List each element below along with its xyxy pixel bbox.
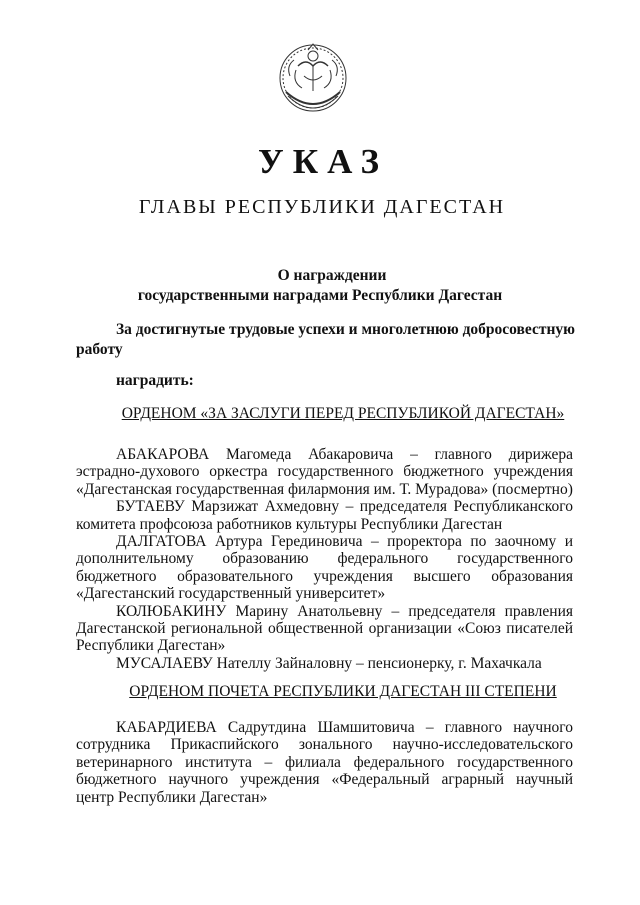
recipients-list (76, 719, 573, 806)
about-line-2: государственными наградами Республики Дагестан (137, 287, 503, 304)
recipient-entry: ДАЛГАТОВА Артура Герединовича – проректора по заочному и дополнительному образованию федерального государственного бюджетного образовательного учреждения высшего образования «Дагестанский государственный университет» (76, 533, 573, 603)
order-title: ОРДЕНОМ ПОЧЕТА РЕСПУБЛИКИ ДАГЕСТАН III СТЕПЕНИ (129, 683, 557, 700)
recipient-entry: МУСАЛАЕВУ Нателлу Зайналовну – пенсионерку, г. Махачкала (116, 654, 542, 672)
recipient-entry: БУТАЕВУ Марзижат Ахмедовну – председателя Республиканского комитета профсоюза работников культуры Республики Дагестан (76, 498, 573, 533)
coat-of-arms-icon (268, 36, 358, 120)
document-title: УКАЗ (258, 142, 388, 181)
recipient-entry: КОЛЮБАКИНУ Марину Анатольевну – председателя правления Дагестанской региональной общественной организации «Союз писателей Республики Дагестан» (76, 602, 573, 655)
recipient-entry: КАБАРДИЕВА Садрутдина Шамшитовича – главного научного сотрудника Прикаспийского зонального научно-исследовательского ветеринарного института – филиала федерального государственного бюджетного научного учреждения «Федеральный аграрный научный центр Республики Дагестан» (76, 719, 573, 806)
preamble-line-2: работу (76, 341, 123, 358)
award-phrase: наградить: (116, 372, 194, 389)
recipient-entry: АБАКАРОВА Магомеда Абакаровича – главного дирижера эстрадно-духового оркестра государственного бюджетного учреждения «Дагестанская государственная филармония им. Т. Мурадова» (посмертно) (76, 446, 573, 498)
order-title: ОРДЕНОМ «ЗА ЗАСЛУГИ ПЕРЕД РЕСПУБЛИКОЙ ДАГЕСТАН» (121, 405, 565, 422)
about-line-1: О награждении (277, 267, 387, 284)
document-about (0, 266, 640, 306)
recipients-list (76, 446, 573, 672)
preamble (76, 320, 576, 360)
document-subtitle: ГЛАВЫ РЕСПУБЛИКИ ДАГЕСТАН (138, 196, 506, 218)
preamble-line-1: За достигнутые трудовые успехи и многолетнюю добросовестную (116, 321, 575, 338)
